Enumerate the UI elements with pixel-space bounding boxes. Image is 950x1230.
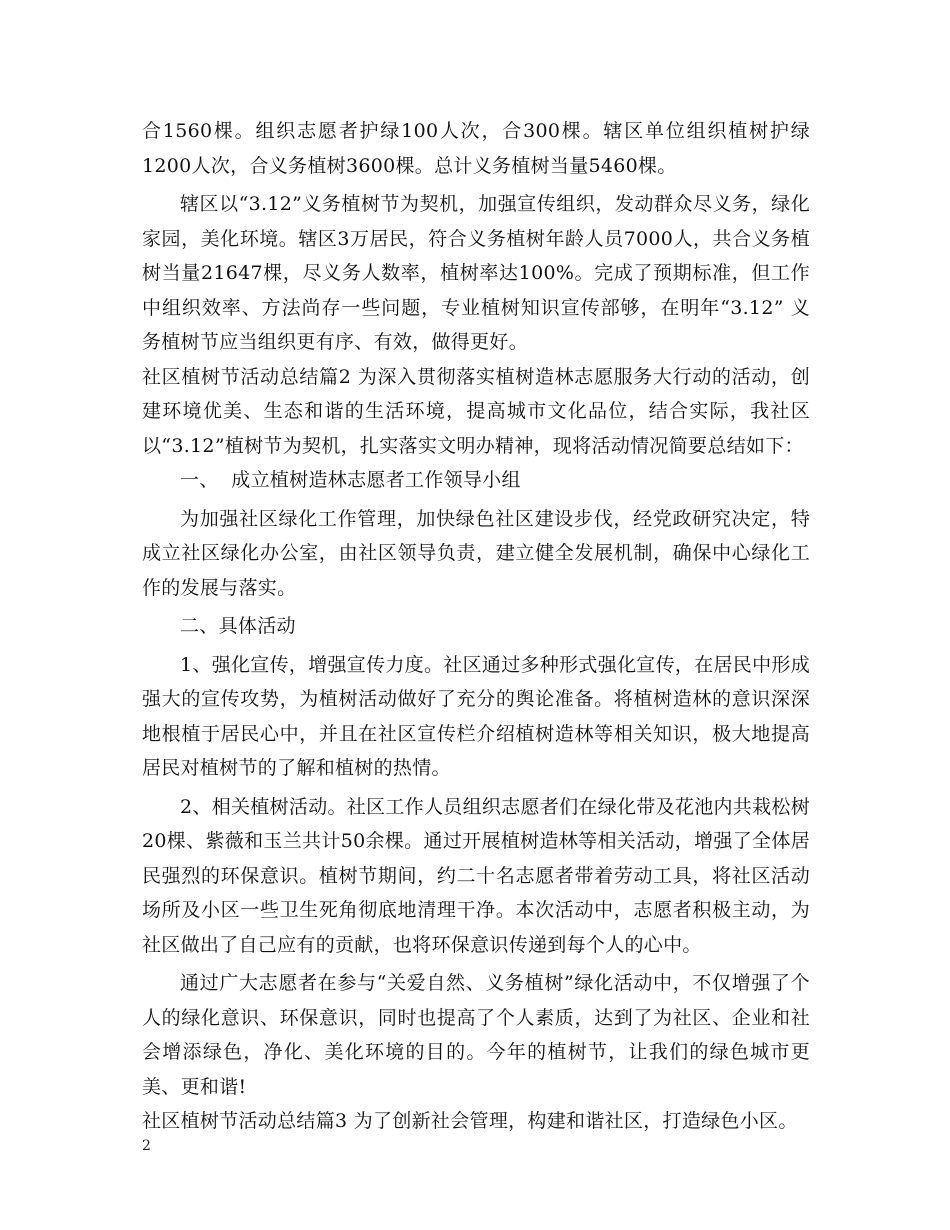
document-body [142,114,810,1139]
paragraph-summary-article-1: 辖区以“3.12”义务植树节为契机，加强宣传组织，发动群众尽义务，绿化家园，美化环境。辖区3万居民，符合义务植树年龄人员7000人，共合义务植树当量21647棵，尽义务人数率，植树率达100%。完成了预期标准，但工作中组织效率、方法尚存一些问题，专业植树知识宣传部够，在明年“3.12” 义务植树节应当组织更有序、有效，做得更好。 [142,193,810,353]
paragraph-section-1-body: 为加强社区绿化工作管理，加快绿色社区建设步伐，经党政研究决定，特成立社区绿化办公室，由社区领导负责，建立健全发展机制，确保中心绿化工作的发展与落实。 [142,507,810,599]
section-heading-2: 二、具体活动 [180,615,296,637]
paragraph-conclusion: 通过广大志愿者在参与“关爱自然、义务植树”绿化活动中，不仅增强了个人的绿化意识、环保意识，同时也提高了个人素质，达到了为社区、企业和社会增添绿色，净化、美化环境的目的。今年的植树节，让我们的绿色城市更美、更和谐! [142,972,810,1098]
section-heading-1: 一、 成立植树造林志愿者工作领导小组 [180,469,521,491]
paragraph-article-2-intro: 社区植树节活动总结篇2 为深入贯彻落实植树造林志愿服务大行动的活动，创建环境优美、生态和谐的生活环境，提高城市文化品位，结合实际，我社区以“3.12”植树节为契机，扎实落实文明办精神，现将活动情况简要总结如下： [142,365,810,457]
paragraph-activity-2: 2、相关植树活动。社区工作人员组织志愿者们在绿化带及花池内共栽松树20棵、紫薇和玉兰共计50余棵。通过开展植树造林等相关活动，增强了全体居民强烈的环保意识。植树节期间，约二十名志愿者带着劳动工具，将社区活动场所及小区一些卫生死角彻底地清理干净。本次活动中，志愿者积极主动，为社区做出了自己应有的贡献，也将环保意识传递到每个人的心中。 [142,795,810,956]
paragraph-article-3-intro: 社区植树节活动总结篇3 为了创新社会管理，构建和谐社区，打造绿色小区。 [142,1110,798,1132]
paragraph-activity-1: 1、强化宣传，增强宣传力度。社区通过多种形式强化宣传，在居民中形成强大的宣传攻势，为植树活动做好了充分的舆论准备。将植树造林的意识深深地根植于居民心中，并且在社区宣传栏介绍植树造林等相关知识，极大地提高居民对植树节的了解和植树的热情。 [142,653,810,779]
page-number: 2 [142,1138,151,1154]
paragraph-continuation: 合1560棵。组织志愿者护绿100人次，合300棵。辖区单位组织植树护绿1200人次，合义务植树3600棵。总计义务植树当量5460棵。 [142,120,810,177]
